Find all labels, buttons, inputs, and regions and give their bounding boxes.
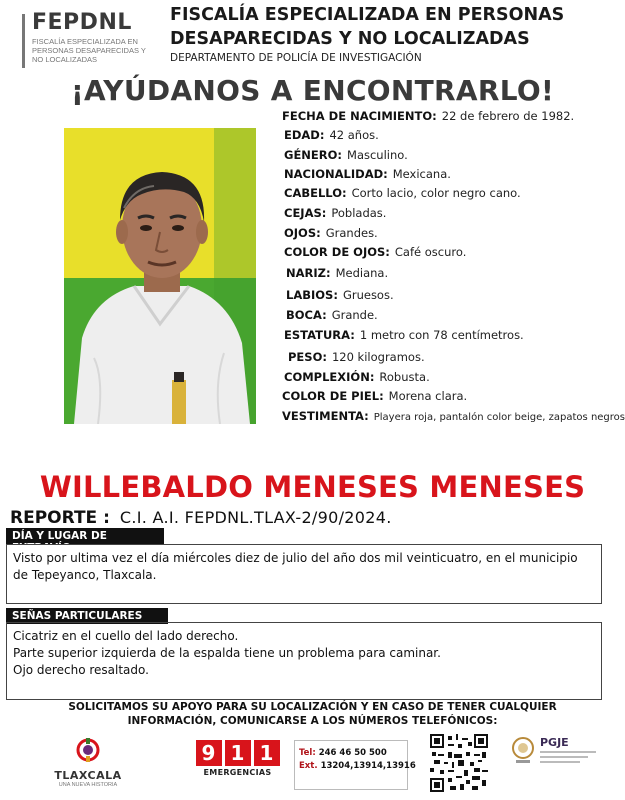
- extension-label: Ext.: [299, 761, 318, 771]
- pgje-word: PGJE: [540, 736, 569, 749]
- detail-label: NARIZ:: [286, 266, 331, 280]
- person-name: WILLEBALDO MENESES MENESES: [39, 470, 586, 504]
- pgje-subtitle-mark: [540, 750, 604, 766]
- emergency-911-logo: [190, 740, 285, 777]
- agency-header: [170, 3, 620, 64]
- logo-subtitle-line: NO LOCALIZADAS: [32, 55, 98, 64]
- phone-number: 246 46 50 500: [318, 748, 387, 758]
- department-name: DEPARTAMENTO DE POLICÍA DE INVESTIGACIÓN: [170, 52, 422, 64]
- tlaxcala-tagline: UNA NUEVA HISTORIA: [58, 782, 118, 788]
- emergency-digit: 1: [254, 740, 280, 766]
- detail-age: [284, 128, 379, 142]
- last-seen-box: [6, 544, 602, 604]
- person-portrait-image: [64, 128, 256, 424]
- detail-mouth: [286, 308, 378, 322]
- logo-subtitle-line: FISCALÍA ESPECIALIZADA EN: [32, 37, 138, 46]
- detail-nationality: [284, 167, 451, 181]
- extension-numbers: 13204,13914,13916: [320, 761, 416, 771]
- report-value: C.I. A.I. FEPDNL.TLAX-2/90/2024.: [119, 508, 392, 527]
- detail-label: VESTIMENTA:: [282, 409, 369, 423]
- emergency-word: EMERGENCIAS: [203, 768, 272, 777]
- detail-clothing: [282, 409, 625, 423]
- phone-line: [299, 747, 403, 760]
- detail-height: [284, 328, 524, 342]
- phone-contact-box: [294, 740, 416, 790]
- logo-divider: [22, 14, 25, 68]
- detail-label: CEJAS:: [284, 206, 327, 220]
- detail-label: LABIOS:: [286, 288, 338, 302]
- last-seen-text: Visto por ultima vez el día miércoles diez de julio del año dos mil veinticuatro, en el municipio de Tepeyanco, Tlaxcala.: [13, 551, 578, 582]
- contact-request-line-1: SOLICITAMOS SU APOYO PARA SU LOCALIZACIÓN Y EN CASO DE TENER CUALQUIER: [68, 701, 557, 713]
- detail-value: Gruesos.: [342, 288, 394, 302]
- detail-label: EDAD:: [284, 128, 325, 142]
- tlaxcala-emblem-icon: [70, 738, 106, 762]
- detail-value: Corto lacio, color negro cano.: [351, 186, 521, 200]
- detail-label: NACIONALIDAD:: [284, 167, 388, 181]
- detail-value: 42 años.: [329, 128, 379, 142]
- detail-value: Pobladas.: [331, 206, 387, 220]
- contact-request: [0, 700, 625, 728]
- detail-label: COMPLEXIÓN:: [284, 370, 375, 384]
- emergency-digits: [190, 740, 285, 766]
- detail-value: Grandes.: [325, 226, 378, 240]
- extension-line: [299, 760, 416, 773]
- headline: ¡AYÚDANOS A ENCONTRARLO!: [70, 74, 555, 107]
- detail-eye-color: [284, 245, 466, 259]
- detail-label: PESO:: [288, 350, 327, 364]
- logo-subtitle-line: PERSONAS DESAPARECIDAS Y: [32, 46, 146, 55]
- pgje-emblem-icon: [510, 736, 536, 766]
- detail-build: [284, 370, 430, 384]
- detail-label: ESTATURA:: [284, 328, 355, 342]
- detail-value: Mediana.: [335, 266, 389, 280]
- last-seen-label: DÍA Y LUGAR DE EXTRAVÍO: [6, 528, 164, 544]
- detail-lips: [286, 288, 394, 302]
- detail-weight: [288, 350, 425, 364]
- detail-value: Café oscuro.: [394, 245, 467, 259]
- detail-value: 1 metro con 78 centímetros.: [359, 328, 524, 342]
- logo-title: FEPDNL: [32, 10, 132, 35]
- agency-title-line-2: DESAPARECIDAS Y NO LOCALIZADAS: [170, 29, 530, 49]
- detail-label: COLOR DE OJOS:: [284, 245, 390, 259]
- detail-value: 22 de febrero de 1982.: [441, 109, 575, 123]
- agency-title-line-1: FISCALÍA ESPECIALIZADA EN PERSONAS: [170, 5, 565, 25]
- pgje-logo: [510, 736, 610, 786]
- detail-label: COLOR DE PIEL:: [282, 389, 384, 403]
- detail-value: Mexicana.: [392, 167, 451, 181]
- report-label: REPORTE :: [10, 508, 110, 528]
- distinguishing-marks-label: SEÑAS PARTICULARES: [6, 608, 168, 624]
- missing-person-photo: [64, 128, 256, 424]
- detail-value: Playera roja, pantalón color beige, zapatos negros: [373, 412, 625, 423]
- mark-line: Parte superior izquierda de la espalda tiene un problema para caminar.: [13, 646, 441, 660]
- detail-label: GÉNERO:: [284, 148, 343, 162]
- tlaxcala-logo: [38, 738, 138, 788]
- fepdnl-logo: [22, 10, 162, 64]
- detail-value: Masculino.: [347, 148, 408, 162]
- logo-subtitle: [22, 37, 162, 64]
- detail-value: Grande.: [331, 308, 378, 322]
- detail-skin-color: [282, 389, 467, 403]
- detail-value: Robusta.: [379, 370, 430, 384]
- detail-label: OJOS:: [284, 226, 321, 240]
- detail-gender: [284, 148, 408, 162]
- pgje-subtitle-lines-icon: [540, 750, 600, 764]
- contact-request-line-2: INFORMACIÓN, COMUNICARSE A LOS NÚMEROS TELEFÓNICOS:: [127, 715, 498, 727]
- mark-line: Ojo derecho resaltado.: [13, 663, 149, 677]
- report-number: [10, 508, 392, 528]
- tlaxcala-word: TLAXCALA: [54, 769, 122, 782]
- phone-label: Tel:: [299, 748, 316, 758]
- detail-birth-date: [282, 109, 574, 123]
- detail-label: BOCA:: [286, 308, 327, 322]
- detail-label: CABELLO:: [284, 186, 347, 200]
- mark-line: Cicatriz en el cuello del lado derecho.: [13, 629, 239, 643]
- detail-label: FECHA DE NACIMIENTO:: [282, 109, 437, 123]
- detail-eyes: [284, 226, 378, 240]
- emergency-digit: 1: [225, 740, 251, 766]
- emergency-digit: 9: [196, 740, 222, 766]
- detail-value: 120 kilogramos.: [331, 350, 425, 364]
- distinguishing-marks-box: [6, 622, 602, 700]
- qr-code-icon[interactable]: [430, 734, 488, 792]
- detail-value: Morena clara.: [388, 389, 468, 403]
- detail-nose: [286, 266, 388, 280]
- detail-eyebrows: [284, 206, 386, 220]
- detail-hair: [284, 186, 521, 200]
